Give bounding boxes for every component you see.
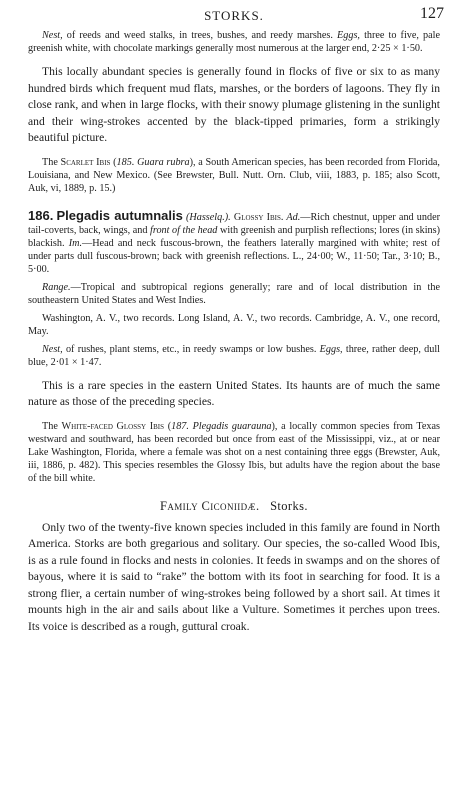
scarlet-ibis-name: Scarlet Ibis (60, 156, 111, 168)
nest-label-2: Nest, (42, 343, 63, 355)
nest-text: of reeds and weed stalks, in trees, bushes, and reedy marshes. (62, 30, 338, 41)
white-faced-lead: The (42, 420, 62, 432)
species-entry (28, 209, 440, 276)
species-authority: (Hasselq.). (182, 211, 231, 223)
family-common-name: Storks. (270, 498, 308, 513)
white-faced-ibis-ref: 187. Plegadis guarauna (171, 420, 272, 432)
page-number: 127 (420, 5, 444, 22)
immature-text: —Head and neck fuscous-brown, the feathers laterally margined with white; rest of under parts dull fuscous-brown; back with greenish reflections. L., 24·00; W., 11·50; Tar., 3·10; B., 5·00. (28, 237, 440, 275)
habits-paragraph: This locally abundant species is generally found in flocks of five or six to as many hundred birds which frequent mud flats, marshes, or the borders of lagoons. They fly in close rank, and when in large flocks, with their snowy plumage glistening in the sunlight and their wing-strokes accented by the black-tipped primaries, form a strikingly beautiful picture. (28, 65, 440, 144)
species-number: 186. (28, 207, 54, 223)
immature-label: Im. (68, 237, 82, 249)
white-faced-text: ), a locally common species from Texas westward and southward, has been recorded but once from east of the Mississippi, viz., at or near Lake Washington, Florida, where a female was shot on a nest containing three eggs (Brewster, Auk, iii, 1886, p. 482). This species resembles the Glossy Ibis, but adults have the region about the base of the bill white. (28, 420, 440, 484)
scarlet-lead: The (42, 156, 61, 168)
white-faced-ibis-name: White-faced Glossy Ibis (61, 420, 165, 432)
scarlet-ibis-paragraph (28, 156, 440, 195)
records-paragraph: Washington, A. V., two records. Long Island, A. V., two records. Cambridge, A. V., one record, May. (28, 312, 440, 337)
rarity-paragraph: This is a rare species in the eastern United States. Its haunts are of much the same nature as those of the preceding species. (28, 378, 440, 408)
nest-label: Nest, (42, 30, 63, 41)
nest-eggs-paragraph-2 (28, 343, 440, 369)
scarlet-text: ), a South American species, has been recorded from Florida, Louisiana, and New Mexico. (See Brewster, Bull. Nutt. Orn. Club, viii, 1883, p. 185; also Scott, Auk, vi, 1889, p. 15.) (28, 156, 440, 194)
front-head-text: with greenish and purplish reflections; lores (in skins) blackish. (28, 224, 440, 249)
range-paragraph (28, 281, 440, 307)
eggs-text: three to five, pale greenish white, with chocolate markings generally most numerous at the larger end, 2·25 × 1·50. (28, 30, 441, 54)
nest-eggs-paragraph (28, 29, 440, 55)
eggs-text-2: three, rather deep, dull blue, 2·01 × 1·47. (28, 343, 440, 368)
nest-text-2: of rushes, plant stems, etc., in reedy swamps or low bushes. (62, 343, 320, 355)
scarlet-ibis-ref: 185. Guara rubra (116, 156, 190, 168)
family-name: Ciconiidæ. (201, 498, 260, 513)
white-faced-open: ( (164, 420, 172, 432)
adult-text: —Rich chestnut, upper and under tail-coverts, back, wings, and (28, 211, 440, 236)
range-label: Range. (42, 281, 71, 293)
range-text: —Tropical and subtropical regions generally; rare and of local distribution in the southeastern United States and West Indies. (28, 281, 440, 306)
front-head-label: front of the head (150, 224, 218, 236)
eggs-label: Eggs, (337, 30, 360, 41)
species-name: Plegadis autumnalis (56, 207, 183, 223)
scarlet-open: ( (110, 156, 117, 168)
adult-label: Ad. (283, 211, 301, 223)
species-common-name: Glossy Ibis. (230, 211, 284, 223)
white-faced-ibis-paragraph (28, 420, 440, 485)
family-word: Family (160, 498, 198, 513)
running-head: STORKS. (204, 8, 264, 23)
page-header (28, 0, 444, 24)
eggs-label-2: Eggs, (319, 343, 343, 355)
family-description-paragraph: Only two of the twenty-five known species included in this family are found in North America. Storks are both gregarious and solitary. Our species, the so-called Wood Ibis, is as a rule found in flocks and nests in colonies. It feeds in swamps and on the shores of bayous, where it is said to “rake” the bottom with its foot in searching for food. It is a strong flier, a certain number of wing-strokes being followed by a short sail. At times it mounts high in the air and sails about like a Vulture. Sometimes it perches upon trees. Its voice is described as a rough, guttural croak. (28, 520, 440, 633)
family-heading (28, 499, 440, 514)
